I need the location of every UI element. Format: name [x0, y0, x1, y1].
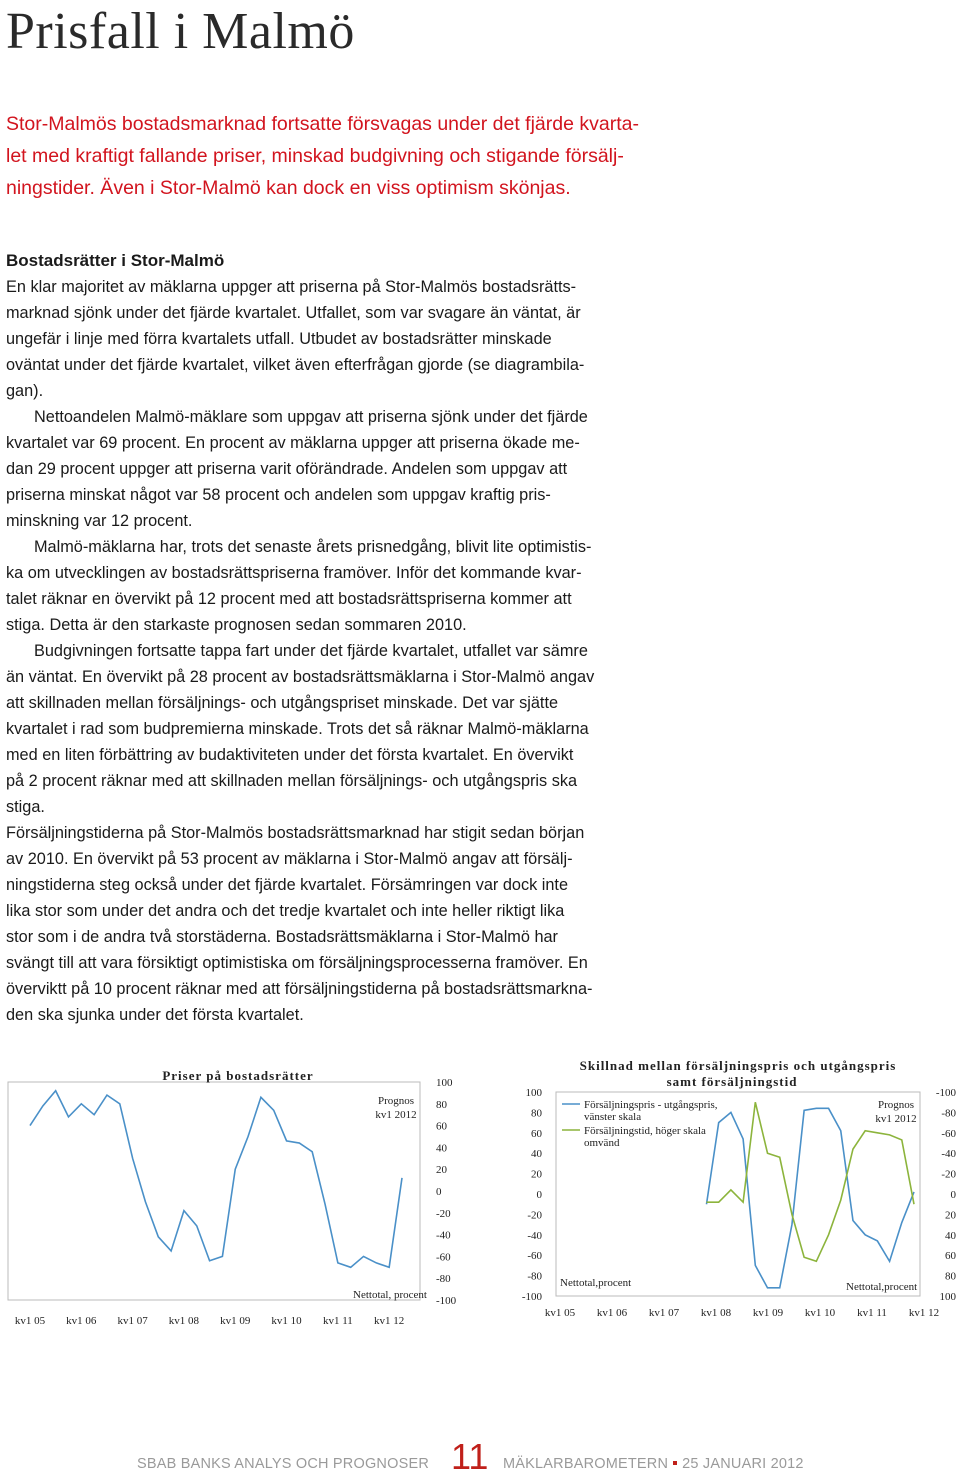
body-line: att skillnaden mellan försäljnings- och utgångspriset minskade. Det var sjätte: [6, 694, 559, 712]
body-line: En klar majoritet av mäklarna uppger att priserna på Stor-Malmös bostadsrätts-: [6, 278, 577, 296]
section-heading: Bostadsrätter i Stor-Malmö: [6, 251, 225, 270]
legend-label-sales-time: Försäljningstid, höger skala: [584, 1125, 706, 1137]
x-tick-label: kv1 08: [168, 1315, 200, 1327]
chart-title-line-1: Skillnad mellan försäljningspris och utgångspris: [579, 1058, 897, 1073]
price-chart: [0, 1058, 480, 1358]
body-line: på 2 procent räknar med att skillnaden mellan försäljnings- och utgångspris ska: [6, 772, 578, 790]
body-line: stiga. Detta är den starkaste prognosen sedan sommaren 2010.: [6, 616, 467, 634]
legend-label-sales-time-2: omvänd: [584, 1137, 620, 1149]
y-tick-label: 80: [436, 1098, 447, 1111]
y-left-tick-label: -20: [527, 1209, 542, 1222]
x-tick-label: kv1 05: [14, 1315, 46, 1327]
body-line: ka om utvecklingen av bostadsrättspriserna framöver. Inför det kommande kvar-: [6, 564, 582, 582]
body-line: minskning var 12 procent.: [6, 512, 193, 530]
body-line: ningstiderna steg också under det fjärde kvartalet. Försämringen var dock inte: [6, 876, 568, 894]
body-line: Malmö-mäklarna har, trots det senaste årets prisnedgång, blivit lite optimistis-: [34, 538, 592, 556]
body-line: dan 29 procent uppger att priserna varit oförändrade. Andelen som uppgav att: [6, 460, 568, 478]
chart-title: Priser på bostadsrätter: [162, 1068, 314, 1083]
forecast-period: kv1 2012: [375, 1109, 417, 1121]
footer-date: 25 JANUARI 2012: [682, 1456, 804, 1472]
page-title: Prisfall i Malmö: [6, 3, 355, 60]
legend-label-price-diff-2: vänster skala: [584, 1111, 642, 1123]
y-tick-label: 60: [436, 1120, 447, 1133]
y-tick-label: 20: [436, 1164, 447, 1177]
x-tick-label: kv1 07: [648, 1307, 680, 1319]
footer-publication: [503, 1456, 804, 1472]
body-line: oväntat under det fjärde kvartalet, vilket även efterfrågan gjorde (se diagrambila-: [6, 356, 585, 374]
y-tick-label: 40: [436, 1142, 447, 1155]
y-left-tick-label: -40: [527, 1229, 542, 1242]
unit-label-left: Nettotal,procent: [560, 1277, 632, 1289]
body-line: marknad sjönk under det fjärde kvartalet. Utfallet, som var svagare än väntat, är: [6, 304, 581, 322]
footer-page-number: 11: [451, 1436, 489, 1477]
y-tick-label: -20: [436, 1207, 451, 1220]
x-tick-label: kv1 09: [220, 1315, 251, 1327]
body-line: lika stor som under det andra och det tredje kvartalet och inte heller riktigt lika: [6, 902, 565, 920]
body-line: Försäljningstiderna på Stor-Malmös bostadsrättsmarknad har stigit sedan början: [6, 824, 585, 842]
y-tick-label: 100: [436, 1077, 453, 1089]
body-line: kvartalet i rad som budpremierna minskade. Trots det så räknar Malmö-mäklarna: [6, 720, 589, 738]
lead-paragraph: [6, 108, 656, 204]
x-tick-label: kv1 11: [322, 1315, 353, 1327]
x-tick-label: kv1 06: [596, 1307, 628, 1319]
y-right-tick-label: -20: [941, 1168, 956, 1181]
body-line: svängt till att vara försiktigt optimistiska om försäljningsprocesserna framöver. En: [6, 954, 588, 972]
forecast-label: Prognos: [877, 1099, 915, 1111]
y-right-tick-label: -60: [941, 1127, 956, 1140]
x-tick-label: kv1 12: [374, 1315, 405, 1327]
body-line: Budgivningen fortsatte tappa fart under det fjärde kvartalet, utfallet var sämre: [34, 642, 588, 660]
y-right-tick-label: 0: [950, 1189, 956, 1201]
body-line: ungefär i linje med förra kvartalets utfall. Utbudet av bostadsrätter minskade: [6, 330, 552, 348]
y-left-tick-label: -80: [527, 1270, 542, 1283]
x-tick-label: kv1 07: [117, 1315, 148, 1327]
y-left-tick-label: 40: [531, 1148, 542, 1161]
page-footer: [0, 1436, 960, 1476]
y-right-tick-label: 60: [945, 1250, 956, 1263]
y-tick-label: -40: [436, 1229, 451, 1242]
y-tick-label: 0: [436, 1186, 442, 1198]
body-line: Nettoandelen Malmö-mäklare som uppgav att priserna sjönk under det fjärde: [34, 408, 588, 426]
body-line: talet räknar en övervikt på 12 procent med att bostadsrättspriserna kommer att: [6, 590, 572, 608]
y-left-tick-label: 0: [536, 1189, 542, 1201]
body-line: den ska sjunka under det första kvartalet.: [6, 1006, 304, 1024]
body-line: stiga.: [6, 798, 45, 816]
y-left-tick-label: -100: [521, 1291, 542, 1303]
footer-separator: [673, 1461, 677, 1465]
x-tick-label: kv1 12: [908, 1307, 940, 1319]
x-tick-label: kv1 05: [544, 1307, 576, 1319]
body-line: med en liten förbättring av budaktiviteten under det första kvartalet. En övervikt: [6, 746, 574, 764]
body-line: stor som i de andra två storstäderna. Bostadsrättsmäklarna i Stor-Malmö har: [6, 928, 558, 946]
forecast-label: Prognos: [377, 1095, 415, 1107]
article-body: [6, 248, 666, 1028]
x-tick-label: kv1 08: [700, 1307, 732, 1319]
y-tick-label: -80: [436, 1273, 451, 1286]
body-text: [6, 274, 666, 1028]
legend-label-price-diff: Försäljningspris - utgångspris,: [584, 1099, 718, 1111]
y-right-tick-label: -40: [941, 1148, 956, 1161]
y-left-tick-label: 20: [531, 1168, 542, 1181]
series-line: [30, 1091, 402, 1268]
unit-label-right: Nettotal,procent: [846, 1281, 918, 1293]
x-tick-label: kv1 11: [857, 1307, 887, 1319]
body-line: än väntat. En övervikt på 28 procent av bostadsrättsmäklarna i Stor-Malmö angav: [6, 668, 595, 686]
y-right-tick-label: -80: [941, 1107, 956, 1120]
lead-line: Stor-Malmös bostadsmarknad fortsatte försvagas under det fjärde kvarta-: [6, 113, 639, 135]
x-tick-label: kv1 09: [752, 1307, 784, 1319]
y-left-tick-label: -60: [527, 1250, 542, 1263]
body-line: av 2010. En övervikt på 53 procent av mäklarna i Stor-Malmö angav att försälj-: [6, 850, 573, 868]
unit-label: Nettotal, procent: [353, 1289, 427, 1301]
y-left-tick-label: 100: [525, 1087, 542, 1099]
bid-time-chart: [480, 1050, 960, 1360]
y-tick-label: -60: [436, 1251, 451, 1264]
y-right-tick-label: 80: [945, 1270, 956, 1283]
body-line: gan).: [6, 382, 44, 400]
series-line: [706, 1108, 917, 1288]
price-chart-svg: [0, 1058, 480, 1358]
body-line: överviktt på 10 procent räknar med att försäljningstiderna på bostadsrättsmarkna-: [6, 980, 593, 998]
bid-time-chart-svg: [480, 1050, 960, 1360]
chart-title-line-2: samt försäljningstid: [666, 1074, 798, 1089]
x-tick-label: kv1 10: [804, 1307, 836, 1319]
y-tick-label: -100: [436, 1295, 457, 1307]
y-right-tick-label: 20: [945, 1209, 956, 1222]
y-left-tick-label: 80: [531, 1107, 542, 1120]
lead-line: ningstider. Även i Stor-Malmö kan dock en viss optimism skönjas.: [6, 177, 571, 199]
body-line: priserna minskat något var 58 procent och andelen som uppgav kraftig pris-: [6, 486, 551, 504]
y-right-tick-label: 100: [939, 1291, 956, 1303]
footer-publisher: SBAB BANKS ANALYS OCH PROGNOSER: [137, 1456, 429, 1472]
x-tick-label: kv1 06: [66, 1315, 97, 1327]
y-right-tick-label: -100: [935, 1087, 956, 1099]
lead-line: let med kraftigt fallande priser, minskad budgivning och stigande försälj-: [6, 145, 624, 167]
y-left-tick-label: 60: [531, 1127, 542, 1140]
y-right-tick-label: 40: [945, 1229, 956, 1242]
forecast-period: kv1 2012: [875, 1113, 917, 1125]
body-line: kvartalet var 69 procent. En procent av mäklarna uppger att priserna ökade me-: [6, 434, 580, 452]
x-tick-label: kv1 10: [271, 1315, 302, 1327]
footer-publication-name: MÄKLARBAROMETERN: [503, 1456, 669, 1472]
